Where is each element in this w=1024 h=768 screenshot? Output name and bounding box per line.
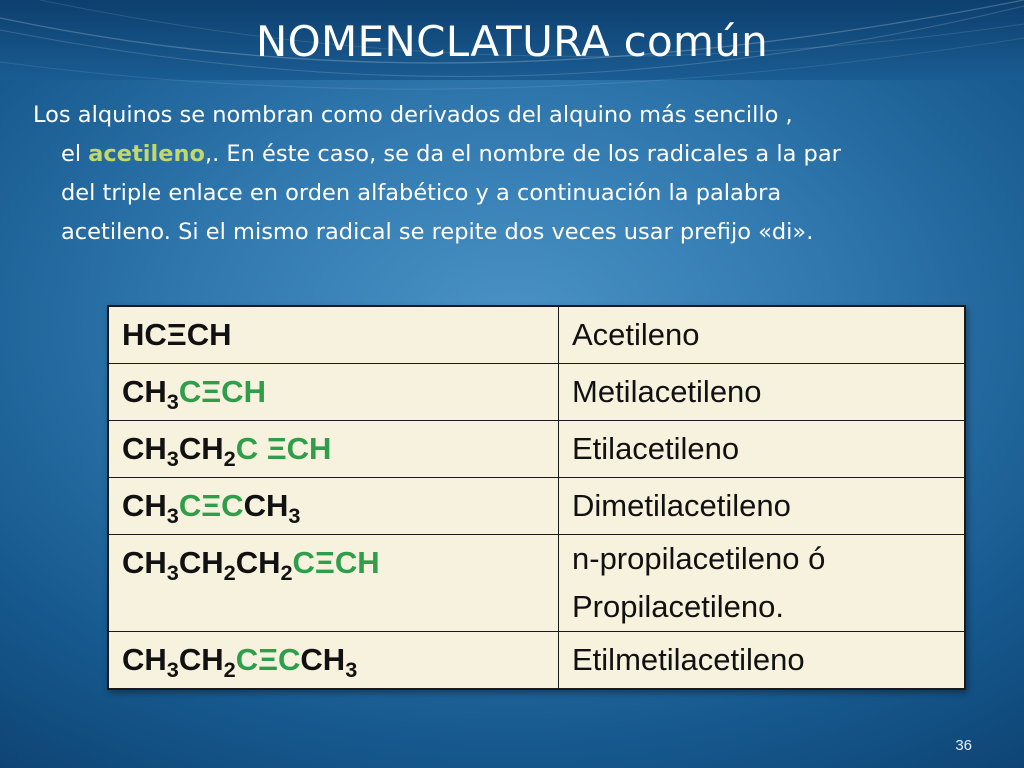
formula-part: CH — [178, 642, 224, 677]
formula-part: CH — [122, 488, 167, 523]
formula-part: HCΞCH — [122, 317, 232, 352]
paragraph-line-4: acetileno. Si el mismo radical se repite dos veces usar prefijo «di». — [61, 219, 814, 245]
name-cell — [559, 306, 966, 364]
formula-cell — [108, 535, 559, 632]
paragraph-line-1: Los alquinos se nombran como derivados del alquino más sencillo , — [33, 102, 793, 128]
table-row — [108, 478, 965, 535]
formula-subscript: 2 — [223, 656, 236, 682]
compound-name: Dimetilacetileno — [572, 488, 791, 523]
formula-cell — [108, 421, 559, 478]
table-row — [108, 364, 965, 421]
formula-part: CH — [122, 374, 167, 409]
table-row — [108, 632, 965, 690]
formula-subscript: 2 — [280, 559, 293, 585]
formula-part: CH — [235, 545, 281, 580]
formula-part: CH — [300, 642, 346, 677]
triple-bond-group: CΞCH — [178, 374, 266, 409]
formula-cell — [108, 478, 559, 535]
table-row — [108, 421, 965, 478]
triple-bond-group: CΞC — [235, 642, 301, 677]
triple-bond-group: CΞCH — [292, 545, 380, 580]
name-cell — [559, 364, 966, 421]
paragraph-line-3: del triple enlace en orden alfabético y a continuación la palabra — [61, 180, 782, 206]
compound-name: Acetileno — [572, 317, 700, 352]
table-body — [108, 306, 965, 689]
formula-cell — [108, 364, 559, 421]
description-paragraph — [33, 96, 1008, 252]
alkyne-nomenclature-table — [107, 305, 966, 690]
formula-subscript: 3 — [166, 445, 179, 471]
formula-subscript: 3 — [166, 656, 179, 682]
formula-subscript: 3 — [288, 502, 301, 528]
formula-subscript: 2 — [223, 445, 236, 471]
formula-part: CH — [122, 431, 167, 466]
formula-subscript: 3 — [166, 388, 179, 414]
triple-bond-group: C ΞCH — [235, 431, 332, 466]
compound-name: Propilacetileno. — [572, 589, 784, 624]
formula-part: CH — [178, 545, 224, 580]
formula-part: CH — [243, 488, 289, 523]
formula-part: CH — [122, 545, 167, 580]
table-row — [108, 306, 965, 364]
compound-name: Etilmetilacetileno — [572, 642, 805, 677]
triple-bond-group: CΞC — [178, 488, 244, 523]
compound-name: n-propilacetileno ó — [572, 541, 826, 576]
formula-subscript: 2 — [223, 559, 236, 585]
page-number: 36 — [955, 737, 972, 754]
formula-part: CH — [122, 642, 167, 677]
name-cell — [559, 632, 966, 690]
compound-name: Metilacetileno — [572, 374, 762, 409]
paragraph-line-2-start: el — [61, 141, 89, 167]
name-cell — [559, 421, 966, 478]
name-cell — [559, 478, 966, 535]
compound-name: Etilacetileno — [572, 431, 740, 466]
paragraph-line-2-end: ,. En éste caso, se da el nombre de los radicales a la par — [204, 141, 841, 167]
highlighted-term: acetileno — [88, 141, 205, 167]
formula-subscript: 3 — [166, 559, 179, 585]
paragraph-line-2 — [33, 135, 1008, 174]
formula-part: CH — [178, 431, 224, 466]
formula-cell — [108, 632, 559, 690]
slide-title: NOMENCLATURA común — [255, 17, 769, 66]
name-cell — [559, 535, 966, 632]
formula-subscript: 3 — [345, 656, 358, 682]
formula-cell — [108, 306, 559, 364]
formula-subscript: 3 — [166, 502, 179, 528]
table-row — [108, 535, 965, 632]
